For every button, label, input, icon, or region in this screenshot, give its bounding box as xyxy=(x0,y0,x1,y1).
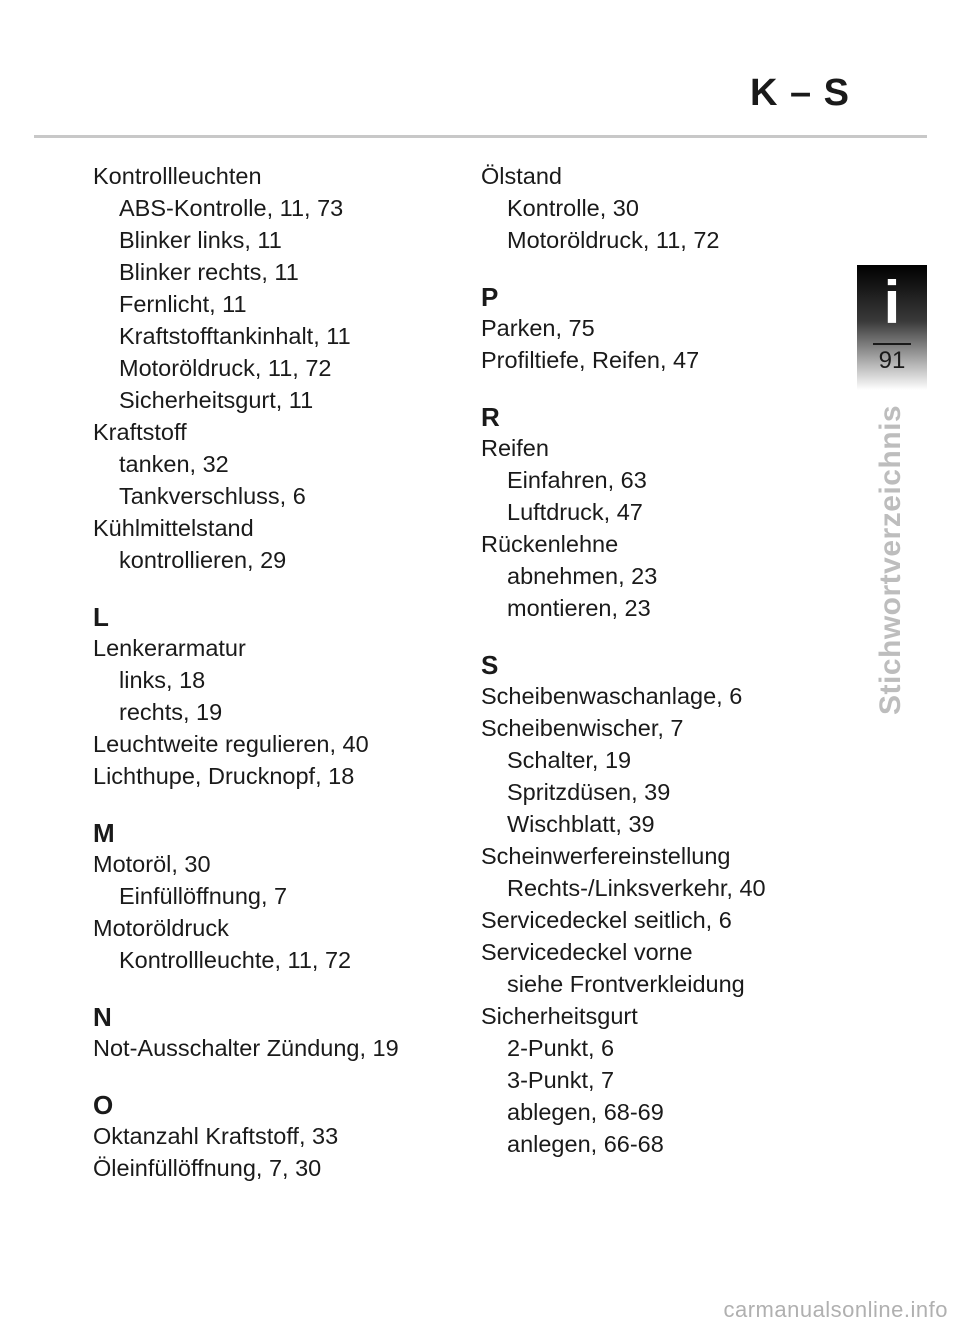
index-subentry: Motoröldruck, 11, 72 xyxy=(119,355,332,381)
index-subentry: Luftdruck, 47 xyxy=(507,499,643,525)
index-subentry: Sicherheitsgurt, 11 xyxy=(119,387,314,413)
index-subentry: Spritzdüsen, 39 xyxy=(507,779,671,805)
tab-divider xyxy=(873,343,911,345)
index-entry: Kraftstoff xyxy=(93,419,187,445)
index-subentry: abnehmen, 23 xyxy=(507,563,658,589)
index-entry: Kontrollleuchten xyxy=(93,163,262,189)
index-entry: Leuchtweite regulieren, 40 xyxy=(93,731,369,757)
index-letter-heading: P xyxy=(481,282,499,312)
index-subentry: Einfahren, 63 xyxy=(507,467,647,493)
index-letter-heading: L xyxy=(93,602,109,632)
index-entry: Lenkerarmatur xyxy=(93,635,246,661)
index-subentry: 2-Punkt, 6 xyxy=(507,1035,615,1061)
index-letter-heading: N xyxy=(93,1002,112,1032)
index-column-left xyxy=(93,160,473,1184)
index-entry: Rückenlehne xyxy=(481,531,619,557)
index-subentry: rechts, 19 xyxy=(119,699,223,725)
index-subentry: kontrollieren, 29 xyxy=(119,547,287,573)
index-entry: Scheibenwischer, 7 xyxy=(481,715,684,741)
index-entry: Profiltiefe, Reifen, 47 xyxy=(481,347,700,373)
index-entry: Lichthupe, Drucknopf, 18 xyxy=(93,763,355,789)
index-entry: Scheinwerfereinstellung xyxy=(481,843,731,869)
index-subentry: ABS-Kontrolle, 11, 73 xyxy=(119,195,344,221)
index-entry: Servicedeckel seitlich, 6 xyxy=(481,907,732,933)
info-icon: i xyxy=(883,269,901,336)
section-side-label: Stichwortverzeichnis xyxy=(874,404,907,715)
index-subentry: links, 18 xyxy=(119,667,206,693)
index-letter-heading: R xyxy=(481,402,500,432)
index-entry: Motoröldruck xyxy=(93,915,229,941)
index-subentry: Kontrollleuchte, 11, 72 xyxy=(119,947,352,973)
index-entry: Öleinfüllöffnung, 7, 30 xyxy=(93,1155,322,1181)
index-entry: Motoröl, 30 xyxy=(93,851,211,877)
index-subentry: Einfüllöffnung, 7 xyxy=(119,883,288,909)
index-letter-heading: O xyxy=(93,1090,114,1120)
watermark: carmanualsonline.info xyxy=(723,1297,948,1322)
index-entry: Kühlmittelstand xyxy=(93,515,254,541)
index-subentry: Schalter, 19 xyxy=(507,747,632,773)
index-entry: Parken, 75 xyxy=(481,315,595,341)
index-subentry: Blinker links, 11 xyxy=(119,227,282,253)
index-subentry: Tankverschluss, 6 xyxy=(119,483,306,509)
index-subentry: Kraftstofftankinhalt, 11 xyxy=(119,323,351,349)
index-subentry: ablegen, 68-69 xyxy=(507,1099,664,1125)
index-subentry: Rechts-/Linksverkehr, 40 xyxy=(507,875,766,901)
index-subentry: siehe Frontverkleidung xyxy=(507,971,745,997)
index-subentry: Wischblatt, 39 xyxy=(507,811,655,837)
index-subentry: anlegen, 66-68 xyxy=(507,1131,664,1157)
index-entry: Not-Ausschalter Zündung, 19 xyxy=(93,1035,399,1061)
index-letter-heading: M xyxy=(93,818,115,848)
index-column-right xyxy=(481,160,861,1160)
chapter-tab xyxy=(857,265,927,390)
index-entry: Ölstand xyxy=(481,163,562,189)
index-letter-heading: S xyxy=(481,650,499,680)
index-subentry: tanken, 32 xyxy=(119,451,229,477)
page-number: 91 xyxy=(878,347,906,374)
index-subentry: Fernlicht, 11 xyxy=(119,291,247,317)
index-subentry: Motoröldruck, 11, 72 xyxy=(507,227,720,253)
index-entry: Servicedeckel vorne xyxy=(481,939,693,965)
index-entry: Reifen xyxy=(481,435,549,461)
header-divider xyxy=(34,135,927,138)
index-entry: Oktanzahl Kraftstoff, 33 xyxy=(93,1123,339,1149)
page-title: K – S xyxy=(749,72,850,114)
index-entry: Sicherheitsgurt xyxy=(481,1003,638,1029)
index-subentry: 3-Punkt, 7 xyxy=(507,1067,615,1093)
index-subentry: montieren, 23 xyxy=(507,595,651,621)
index-subentry: Blinker rechts, 11 xyxy=(119,259,299,285)
index-entry: Scheibenwaschanlage, 6 xyxy=(481,683,743,709)
index-subentry: Kontrolle, 30 xyxy=(507,195,639,221)
